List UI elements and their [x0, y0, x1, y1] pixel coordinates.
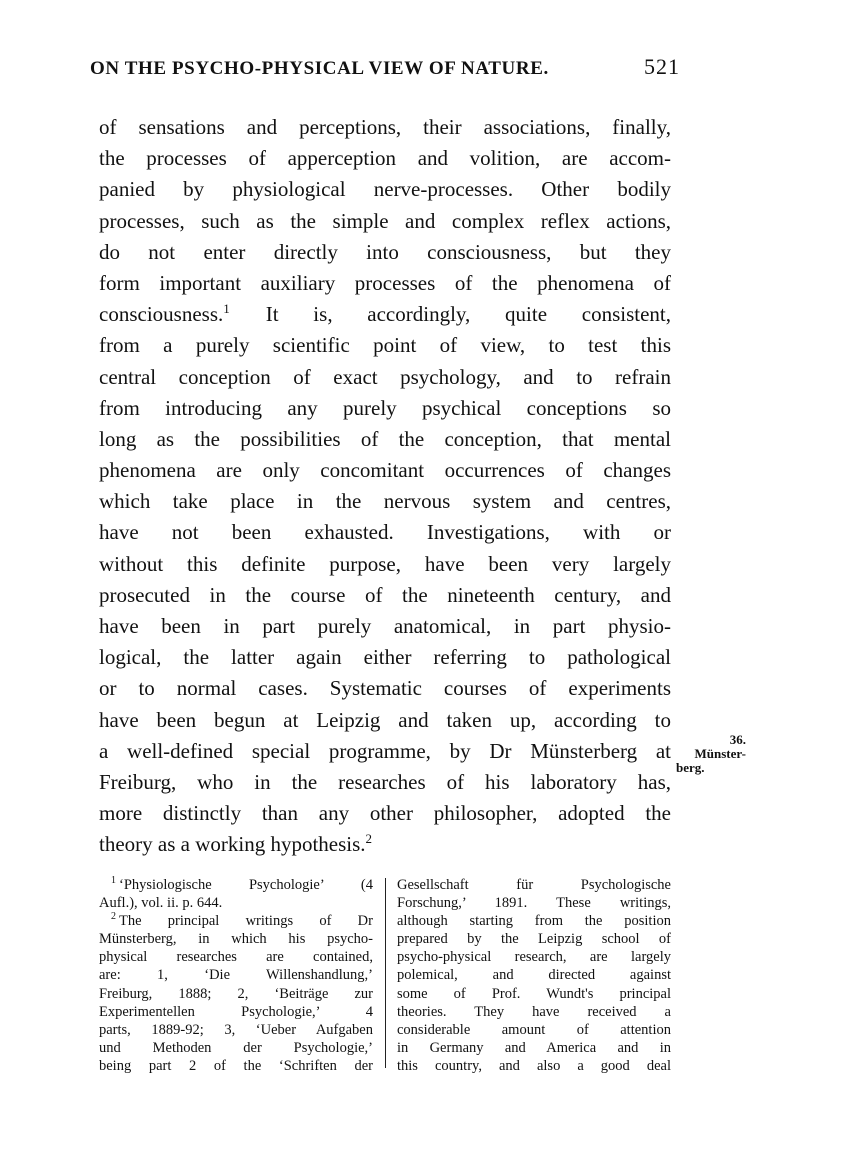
text-line: Freiburg, who in the researches of his laboratory has, — [99, 769, 671, 794]
text-line: from a purely scientific point of view, to test this — [99, 333, 671, 358]
text-line: panied by physiological nerve-processes. Other bodily — [99, 177, 671, 202]
text-line: which take place in the nervous system and centres, — [99, 489, 671, 514]
footnote-line: considerable amount of attention — [397, 1021, 671, 1038]
text-line: do not enter directly into consciousness, but they — [99, 239, 671, 264]
footnote-column-right — [397, 876, 671, 1075]
footnote-line — [99, 876, 373, 894]
footnote-line: Gesellschaft für Psychologische — [397, 877, 671, 893]
text-line: the processes of apperception and volition, are accom- — [99, 146, 671, 171]
text-line: long as the possibilities of the conception, that mental — [99, 426, 671, 451]
text-line: phenomena are only concomitant occurrences of changes — [99, 458, 671, 483]
footnote-line — [99, 912, 373, 930]
margin-note-number: 36. — [729, 732, 746, 747]
margin-note — [676, 733, 746, 775]
text-line-with-footnote-ref — [99, 299, 671, 330]
text-line: processes, such as the simple and complex reflex actions, — [99, 208, 671, 233]
main-text — [99, 112, 671, 861]
text-fragment: consciousness. — [99, 302, 224, 327]
footnote-line: this country, and also a good deal — [397, 1057, 671, 1074]
footnote-ref-1: 1 — [223, 301, 230, 317]
text-line: have been in part purely anatomical, in part physio- — [99, 614, 671, 638]
footnote-line: Freiburg, 1888; 2, ‘Beiträge zur — [99, 985, 373, 1002]
footnote-line: prepared by the Leipzig school of — [397, 931, 671, 948]
text-line: have been begun at Leipzig and taken up, according to — [99, 707, 671, 732]
footnote-line: some of Prof. Wundt's principal — [397, 985, 671, 1002]
footnote-column-divider — [385, 878, 386, 1068]
footnote-marker: 2 — [111, 911, 116, 923]
running-head — [90, 54, 680, 88]
footnote-line: Forschung,’ 1891. These writings, — [397, 895, 671, 912]
margin-note-line: Münster- — [694, 746, 746, 761]
text-line: without this definite purpose, have been very largely — [99, 551, 671, 576]
footnote-line: Münsterberg, in which his psycho- — [99, 931, 373, 948]
footnote-line: physical researches are contained, — [99, 949, 373, 966]
footnote-line: parts, 1889-92; 3, ‘Ueber Aufgaben — [99, 1021, 373, 1038]
footnote-line: are: 1, ‘Die Willenshandlung,’ — [99, 967, 373, 984]
text-line: have not been exhausted. Investigations, with or — [99, 520, 671, 545]
text-line: prosecuted in the course of the nineteenth century, and — [99, 582, 671, 607]
footnote-line: psycho-physical research, are largely — [397, 949, 671, 966]
page-number: 521 — [644, 54, 680, 79]
running-title: ON THE PSYCHO-PHYSICAL VIEW OF NATURE. — [90, 58, 549, 79]
text-line-with-footnote-ref — [99, 829, 671, 860]
text-line: from introducing any purely psychical conceptions so — [99, 395, 671, 420]
text-line: form important auxiliary processes of the phenomena of — [99, 270, 671, 295]
text-fragment: It is, accordingly, quite consistent, — [265, 302, 671, 327]
footnote-text: ‘Physiologische Psychologie’ (4 — [119, 877, 373, 893]
footnote-line: Aufl.), vol. ii. p. 644. — [99, 895, 223, 912]
footnote-line: being part 2 of the ‘Schriften der — [99, 1057, 373, 1074]
footnote-line: polemical, and directed against — [397, 967, 671, 984]
footnote-text: The principal writings of Dr — [119, 913, 373, 930]
text-line: of sensations and perceptions, their associations, finally, — [99, 115, 671, 139]
footnote-line: und Methoden der Psychologie,’ — [99, 1039, 373, 1056]
margin-note-line: berg. — [676, 760, 705, 775]
footnotes — [99, 876, 671, 1076]
footnote-line: Experimentellen Psychologie,’ 4 — [99, 1003, 373, 1020]
text-line: or to normal cases. Systematic courses of experiments — [99, 676, 671, 701]
footnote-ref-2: 2 — [365, 831, 373, 847]
footnote-marker: 1 — [111, 875, 116, 887]
text-fragment: theory as a working hypothesis. — [99, 832, 366, 857]
footnote-column-left — [99, 876, 373, 1075]
text-line: a well-defined special programme, by Dr Münsterberg at — [99, 738, 671, 763]
text-line: central conception of exact psychology, and to refrain — [99, 364, 671, 389]
footnote-line: although starting from the position — [397, 913, 671, 930]
footnote-line: in Germany and America and in — [397, 1039, 671, 1056]
text-line: more distinctly than any other philosopher, adopted the — [99, 801, 671, 826]
footnote-line: theories. They have received a — [397, 1003, 671, 1020]
text-line: logical, the latter again either referring to pathological — [99, 645, 671, 670]
